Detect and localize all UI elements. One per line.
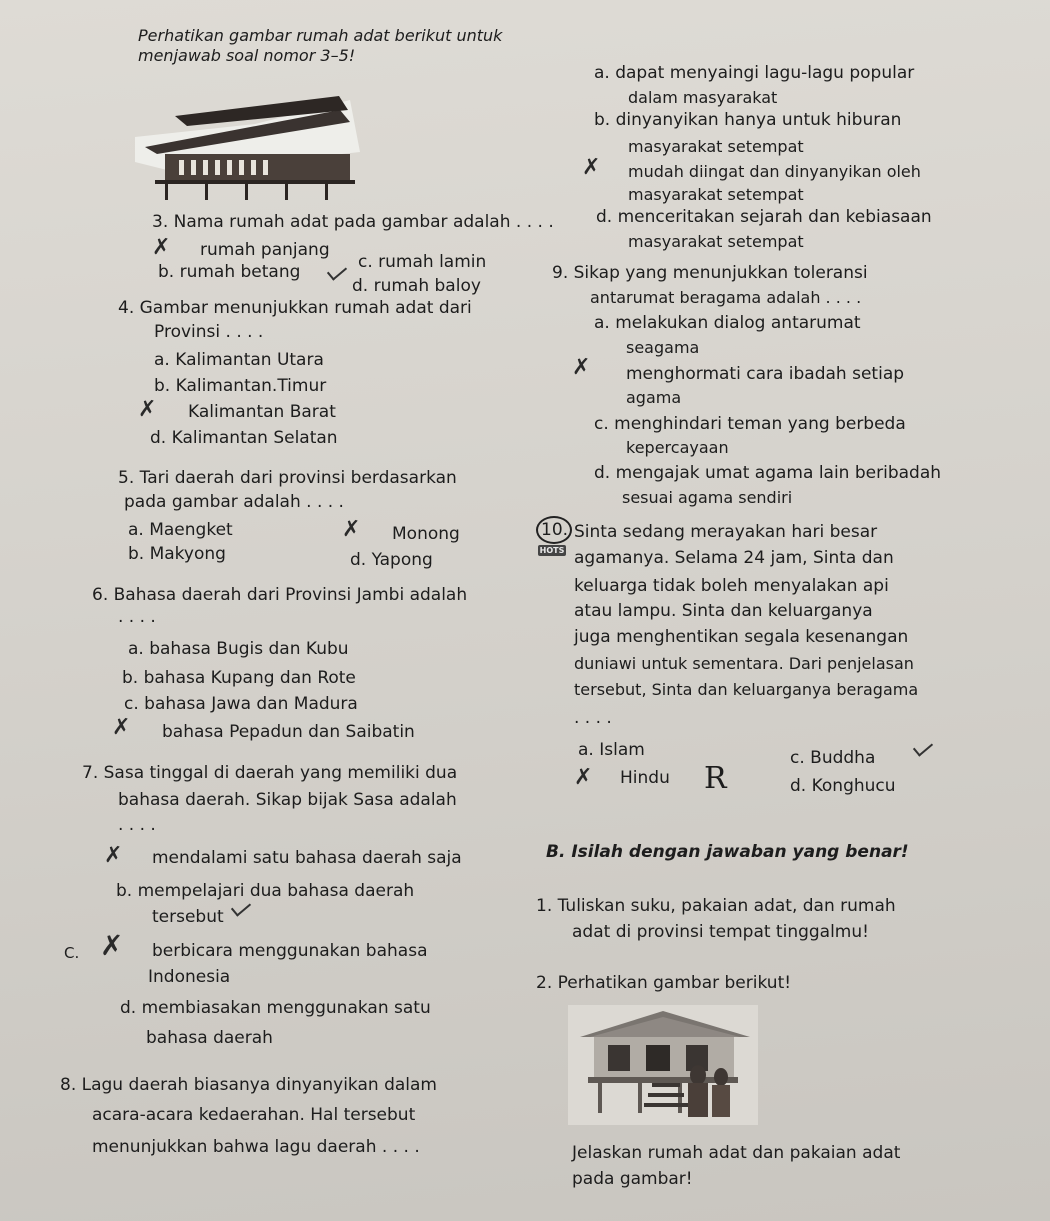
q7-stem-2: bahasa daerah. Sikap bijak Sasa adalah — [118, 790, 457, 810]
section-b-q2-caption-line-1: Jelaskan rumah adat dan pakaian adat — [572, 1143, 901, 1163]
q6-option-d: bahasa Pepadun dan Saibatin — [162, 722, 415, 742]
q7-option-d-line-2: bahasa daerah — [146, 1028, 273, 1048]
q10-text-line-5: juga menghentikan segala kesenangan — [574, 627, 909, 647]
q9-option-a-line-2: seagama — [626, 338, 700, 357]
q10-option-c: c. Buddha — [790, 748, 876, 768]
q7-stem-3: . . . . — [118, 815, 156, 835]
q8-stem-3: menunjukkan bahwa lagu daerah . . . . — [92, 1137, 420, 1157]
rumah-adat-longhouse-image — [135, 92, 360, 202]
hots-badge: HOTS — [539, 546, 565, 555]
check-mark-icon — [913, 737, 933, 756]
q8-option-d-line-2: masyarakat setempat — [628, 232, 804, 251]
cross-mark-icon: ✗ — [100, 929, 124, 962]
q9-option-b-line-1: menghormati cara ibadah setiap — [626, 364, 905, 384]
q3-option-b: b. rumah betang — [158, 262, 301, 282]
cross-mark-icon: ✗ — [572, 355, 591, 380]
q3-option-d: d. rumah baloy — [352, 276, 481, 296]
section-b-q1-line-1: 1. Tuliskan suku, pakaian adat, dan rumah — [536, 896, 896, 916]
q10-handwritten-scribble: R — [704, 761, 727, 796]
q6-option-b: b. bahasa Kupang dan Rote — [122, 668, 356, 688]
q5-option-c: Monong — [392, 524, 460, 544]
section-b-heading — [546, 842, 909, 862]
q6-option-a: a. bahasa Bugis dan Kubu — [128, 639, 349, 659]
q7-option-a: mendalami satu bahasa daerah saja — [152, 848, 462, 868]
q10-text-line-3: keluarga tidak boleh menyalakan api — [574, 576, 889, 596]
q10-option-a: a. Islam — [578, 740, 645, 760]
cross-mark-icon: ✗ — [342, 517, 361, 542]
q3-stem: 3. Nama rumah adat pada gambar adalah . . . . — [152, 212, 554, 232]
q4-option-d: d. Kalimantan Selatan — [150, 428, 338, 448]
q3-option-a: rumah panjang — [200, 240, 330, 260]
cross-mark-icon: ✗ — [112, 715, 131, 740]
q7-option-c-line-1: berbicara menggunakan bahasa — [152, 941, 428, 961]
q9-option-d-line-2: sesuai agama sendiri — [622, 488, 793, 507]
cross-mark-icon: ✗ — [574, 765, 593, 790]
cross-mark-icon: ✗ — [138, 397, 157, 422]
q8-option-d-line-1: d. menceritakan sejarah dan kebiasaan — [596, 207, 932, 227]
q3-option-c: c. rumah lamin — [358, 252, 487, 272]
q5-option-a: a. Maengket — [128, 520, 233, 540]
q8-option-a-line-1: a. dapat menyaingi lagu-lagu popular — [594, 63, 915, 83]
check-mark-icon — [327, 261, 347, 280]
q9-option-c-line-1: c. menghindari teman yang berbeda — [594, 414, 906, 434]
q10-text-line-6: duniawi untuk sementara. Dari penjelasan — [574, 654, 914, 673]
q10-option-d: d. Konghucu — [790, 776, 896, 796]
q8-option-b-line-2: masyarakat setempat — [628, 137, 804, 156]
q9-option-b-line-2: agama — [626, 388, 682, 407]
q10-text-line-2: agamanya. Selama 24 jam, Sinta dan — [574, 548, 894, 568]
q5-option-b: b. Makyong — [128, 544, 226, 564]
q8-option-a-line-2: dalam masyarakat — [628, 88, 778, 107]
q6-stem-1: 6. Bahasa daerah dari Provinsi Jambi adalah — [92, 585, 468, 605]
intro-line-1: Perhatikan gambar rumah adat berikut untuk — [138, 26, 503, 45]
q10-text-line-1: Sinta sedang merayakan hari besar — [574, 522, 878, 542]
q8-stem-1: 8. Lagu daerah biasanya dinyanyikan dalam — [60, 1075, 437, 1095]
q9-stem-2: antarumat beragama adalah . . . . — [590, 288, 862, 307]
q10-text-line-7: tersebut, Sinta dan keluarganya beragama — [574, 680, 919, 699]
q4-stem-2: Provinsi . . . . — [154, 322, 264, 342]
q5-stem-1: 5. Tari daerah dari provinsi berdasarkan — [118, 468, 457, 488]
q7-handwritten-c: C. — [64, 944, 80, 962]
q6-option-c: c. bahasa Jawa dan Madura — [124, 694, 358, 714]
q10-option-b: Hindu — [620, 768, 670, 788]
q7-option-c-line-2: Indonesia — [148, 967, 231, 987]
q9-option-d-line-1: d. mengajak umat agama lain beribadah — [594, 463, 942, 483]
q10-text-line-8: . . . . — [574, 708, 612, 728]
q5-stem-2: pada gambar adalah . . . . — [124, 492, 344, 512]
q7-stem-1: 7. Sasa tinggal di daerah yang memiliki dua — [82, 763, 458, 783]
rumah-adat-stilt-house-image — [568, 1005, 758, 1125]
q9-stem-1: 9. Sikap yang menunjukkan toleransi — [552, 263, 868, 283]
cross-mark-icon: ✗ — [152, 235, 171, 260]
q10-number: 10. — [541, 520, 569, 540]
q9-option-a-line-1: a. melakukan dialog antarumat — [594, 313, 861, 333]
section-b-q1-line-2: adat di provinsi tempat tinggalmu! — [572, 922, 869, 942]
cross-mark-icon: ✗ — [582, 155, 601, 180]
q4-stem-1: 4. Gambar menunjukkan rumah adat dari — [118, 298, 472, 318]
q5-option-d: d. Yapong — [350, 550, 433, 570]
q7-option-b-line-2: tersebut — [152, 907, 224, 927]
q6-stem-2: . . . . — [118, 607, 156, 627]
q10-text-line-4: atau lampu. Sinta dan keluarganya — [574, 601, 873, 621]
q7-option-b-line-1: b. mempelajari dua bahasa daerah — [116, 881, 415, 901]
q4-option-b: b. Kalimantan.Timur — [154, 376, 327, 396]
intro-line-2: menjawab soal nomor 3–5! — [138, 46, 356, 65]
section-b-q2: 2. Perhatikan gambar berikut! — [536, 973, 792, 993]
q8-option-b-line-1: b. dinyanyikan hanya untuk hiburan — [594, 110, 902, 130]
q8-option-c-line-2: masyarakat setempat — [628, 185, 804, 204]
cross-mark-icon: ✗ — [104, 843, 123, 868]
section-b-heading-text: B. Isilah dengan jawaban yang benar! — [546, 842, 909, 862]
q8-option-c-line-1: mudah diingat dan dinyanyikan oleh — [628, 162, 921, 181]
q9-option-c-line-2: kepercayaan — [626, 438, 729, 457]
q4-option-c: Kalimantan Barat — [188, 402, 336, 422]
section-b-q2-caption-line-2: pada gambar! — [572, 1169, 693, 1189]
q7-option-d-line-1: d. membiasakan menggunakan satu — [120, 998, 431, 1018]
q8-stem-2: acara-acara kedaerahan. Hal tersebut — [92, 1105, 416, 1125]
q4-option-a: a. Kalimantan Utara — [154, 350, 324, 370]
